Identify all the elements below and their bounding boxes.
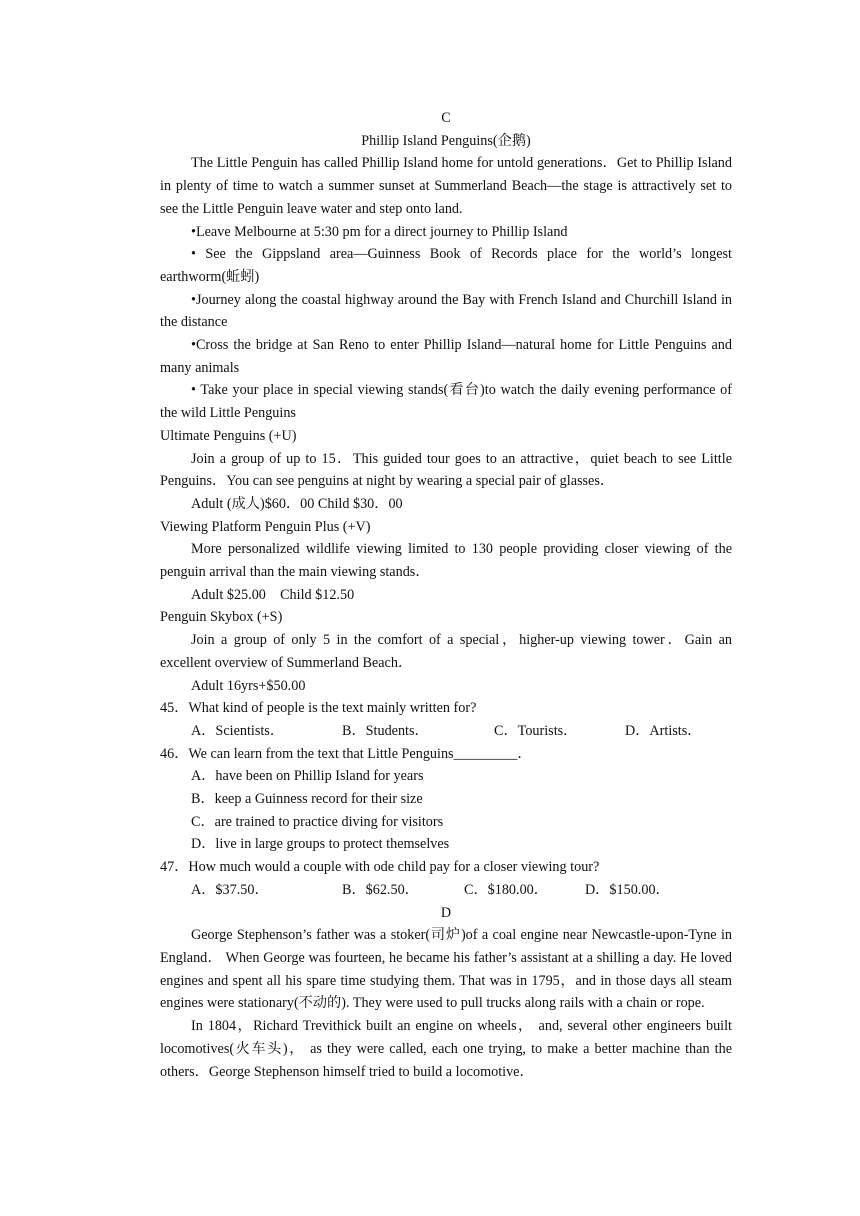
option-c[interactable]: C．are trained to practice diving for visitors (191, 813, 444, 830)
question-options (160, 720, 732, 743)
bullet-item: •Cross the bridge at San Reno to enter Phillip Island—natural home for Little Penguins and many animals (160, 337, 732, 376)
bullet-item: •Journey along the coastal highway around the Bay with French Island and Churchill Island in the distance (160, 291, 732, 331)
question-stem: 46．We can learn from the text that Little Penguins_________． (160, 745, 532, 762)
option-a[interactable]: A．have been on Phillip Island for years (191, 768, 424, 785)
option-d[interactable]: D．Artists． (625, 722, 702, 739)
option-d[interactable]: D．live in large groups to protect themselves (191, 836, 450, 853)
tour-price: Adult $25.00 Child $12.50 (191, 586, 355, 603)
passage-paragraph: In 1804，Richard Trevithick built an engine on wheels， and, several other engineers built locomotives(火车头)， as they were called, each one trying, to make a better machine than the others．George Stephenson himself tried to build a locomotive． (160, 1018, 732, 1080)
option-c[interactable]: C．Tourists． (494, 722, 578, 739)
section-c-title: Phillip Island Penguins(企鹅) (361, 132, 531, 149)
tour-description: Join a group of only 5 in the comfort of a special，higher-up viewing tower．Gain an excellent overview of Summerland Beach． (160, 632, 732, 671)
option-a[interactable]: A．$37.50． (191, 881, 269, 898)
document-page (160, 107, 732, 1083)
question-stem: 45．What kind of people is the text mainly written for? (160, 700, 477, 717)
option-d[interactable]: D．$150.00． (585, 881, 670, 898)
section-d-letter: D (440, 904, 452, 921)
option-b[interactable]: B．keep a Guinness record for their size (191, 791, 423, 808)
intro-paragraph: The Little Penguin has called Phillip Island home for untold generations．Get to Phillip Island in plenty of time to watch a summer sunset at Summerland Beach—the stage is attractively set to see the Little Penguin leave water and step onto land. (160, 155, 732, 217)
option-a[interactable]: A．Scientists． (191, 722, 285, 739)
passage-paragraph: George Stephenson’s father was a stoker(司炉)of a coal engine near Newcastle-upon-Tyne in England． When George was fourteen, he became his father’s assistant at a shilling a day. He loved engines and spent all his spare time studying them. That was in 1795，and in those days all steam engines were stationary(不动的). They were used to pull trucks along rails with a chain or rope. (160, 927, 732, 1012)
bullet-item: • See the Gippsland area—Guinness Book of Records place for the world’s longest earthworm(蚯蚓) (160, 246, 732, 285)
bullet-item: •Leave Melbourne at 5:30 pm for a direct journey to Phillip Island (191, 223, 568, 240)
tour-price: Adult 16yrs+$50.00 (191, 677, 306, 694)
tour-name: Ultimate Penguins (+U) (160, 427, 297, 444)
option-b[interactable]: B．Students． (342, 722, 429, 739)
question-stem: 47．How much would a couple with ode child pay for a closer viewing tour? (160, 859, 600, 876)
bullet-item: • Take your place in special viewing stands(看台)to watch the daily evening performance of the wild Little Penguins (160, 382, 732, 422)
option-b[interactable]: B．$62.50． (342, 881, 419, 898)
option-c[interactable]: C．$180.00． (464, 881, 548, 898)
tour-description: More personalized wildlife viewing limited to 130 people providing closer viewing of the penguin arrival than the main viewing stands． (160, 541, 732, 581)
tour-description: Join a group of up to 15．This guided tour goes to an attractive，quiet beach to see Little Penguins．You can see penguins at night by wearing a special pair of glasses． (160, 450, 732, 490)
tour-price: Adult (成人)$60．00 Child $30．00 (191, 495, 403, 512)
section-c-letter: C (441, 110, 451, 126)
tour-name: Penguin Skybox (+S) (160, 609, 283, 626)
question-options (160, 879, 732, 902)
tour-name: Viewing Platform Penguin Plus (+V) (160, 518, 371, 535)
